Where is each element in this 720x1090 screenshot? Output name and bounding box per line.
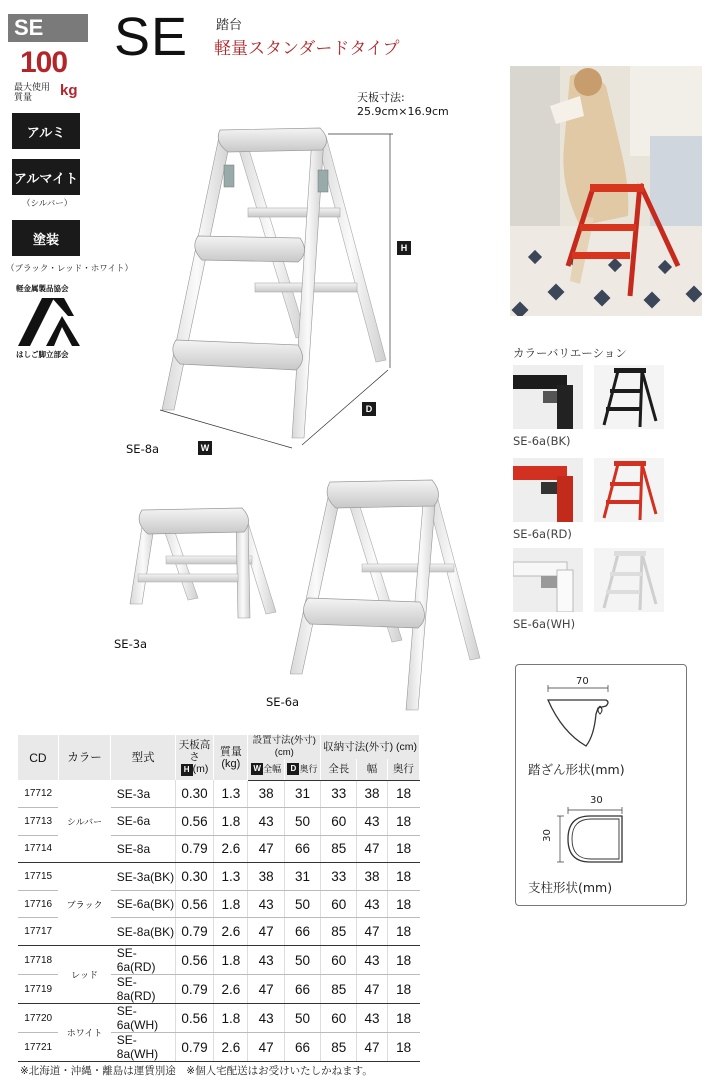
- cell-model: SE-6a: [111, 808, 176, 836]
- cell-value: 18: [387, 890, 419, 918]
- cell-cd: 17716: [18, 890, 58, 918]
- cell-model: SE-8a(RD): [111, 975, 176, 1004]
- cell-value: 2.6: [214, 975, 248, 1004]
- cell-value: 85: [321, 1033, 357, 1062]
- cell-value: 60: [321, 946, 357, 975]
- cell-value: 18: [387, 1033, 419, 1062]
- cell-value: 43: [357, 946, 387, 975]
- cell-value: 2.6: [214, 918, 248, 946]
- col-storage: 収納寸法(外寸) (cm): [321, 735, 420, 759]
- step-profile-caption: 踏ざん形状(mm): [528, 762, 625, 777]
- height-icon: H: [181, 764, 193, 776]
- spec-table: [18, 735, 420, 1062]
- cell-value: 38: [248, 780, 284, 808]
- cell-value: 43: [357, 808, 387, 836]
- cell-value: 0.79: [175, 1033, 213, 1062]
- cell-value: 18: [387, 835, 419, 863]
- cell-model: SE-8a(BK): [111, 918, 176, 946]
- cell-value: 18: [387, 780, 419, 808]
- width-tag: W: [198, 441, 212, 455]
- col-weight: 質量 (kg): [214, 735, 248, 780]
- col-storage-w: 幅: [357, 759, 387, 780]
- cell-value: 85: [321, 975, 357, 1004]
- cell-cd: 17720: [18, 1004, 58, 1033]
- cell-value: 0.56: [175, 1004, 213, 1033]
- cell-value: 47: [248, 835, 284, 863]
- category-label: 踏台: [216, 18, 243, 33]
- color-bk-ladder-image: [594, 365, 664, 429]
- cell-value: 50: [284, 890, 320, 918]
- height-tag: H: [397, 241, 411, 255]
- cell-cd: 17714: [18, 835, 58, 863]
- col-model: 型式: [111, 735, 176, 780]
- series-badge: SE: [8, 14, 88, 42]
- cell-value: 2.6: [214, 1033, 248, 1062]
- cell-model: SE-8a: [111, 835, 176, 863]
- col-storage-d: 奥行: [387, 759, 419, 780]
- color-variation-title: カラーバリエーション: [513, 346, 627, 360]
- step-profile-diagram: [540, 684, 620, 748]
- cell-value: 66: [284, 975, 320, 1004]
- cell-value: 0.79: [175, 975, 213, 1004]
- color-bk-label: SE-6a(BK): [513, 434, 571, 448]
- table-row: [18, 1004, 420, 1033]
- cell-value: 43: [357, 1004, 387, 1033]
- cell-value: 43: [248, 808, 284, 836]
- step-profile-width: 70: [576, 676, 589, 687]
- cell-value: 47: [357, 975, 387, 1004]
- color-rd-detail-image: [513, 458, 583, 522]
- cell-value: 47: [248, 975, 284, 1004]
- cell-value: 18: [387, 946, 419, 975]
- cell-value: 0.79: [175, 835, 213, 863]
- cell-value: 31: [284, 780, 320, 808]
- cell-value: 1.8: [214, 890, 248, 918]
- cell-color: ブラック: [58, 863, 110, 946]
- cell-value: 50: [284, 808, 320, 836]
- model-label-se3a: SE-3a: [114, 637, 148, 651]
- cell-value: 66: [284, 1033, 320, 1062]
- cell-color: レッド: [58, 946, 110, 1004]
- color-rd-ladder-image: [594, 458, 664, 522]
- cell-value: 1.3: [214, 780, 248, 808]
- cell-value: 66: [284, 918, 320, 946]
- post-profile-diagram: [556, 806, 636, 866]
- cell-value: 43: [248, 946, 284, 975]
- cell-value: 47: [248, 918, 284, 946]
- cell-value: 33: [321, 780, 357, 808]
- spec-table-body: [18, 780, 420, 1062]
- post-profile-caption: 支柱形状(mm): [528, 880, 613, 895]
- cell-value: 1.3: [214, 863, 248, 891]
- depth-tag: D: [362, 402, 376, 416]
- ladder-se6a-illustration: [290, 470, 490, 714]
- material-aluminum: アルミ: [12, 113, 80, 149]
- cell-value: 18: [387, 975, 419, 1004]
- cell-value: 47: [248, 1033, 284, 1062]
- post-profile-height: 30: [541, 829, 553, 842]
- usage-photo: [510, 66, 702, 316]
- color-rd-label: SE-6a(RD): [513, 527, 572, 541]
- material-painted-sub: （ブラック・レッド・ホワイト）: [6, 264, 133, 274]
- cell-value: 0.79: [175, 918, 213, 946]
- col-install-w: W 全幅: [248, 759, 284, 780]
- cell-value: 60: [321, 808, 357, 836]
- cell-value: 50: [284, 1004, 320, 1033]
- cell-model: SE-3a: [111, 780, 176, 808]
- cell-value: 47: [357, 918, 387, 946]
- cell-model: SE-6a(BK): [111, 890, 176, 918]
- material-alumite: アルマイト: [12, 159, 80, 195]
- col-install: 設置寸法(外寸)(cm): [248, 735, 321, 759]
- product-subtitle: 軽量スタンダードタイプ: [214, 39, 400, 59]
- cell-value: 18: [387, 918, 419, 946]
- col-color: カラー: [58, 735, 110, 780]
- cell-value: 85: [321, 918, 357, 946]
- cell-value: 66: [284, 835, 320, 863]
- cell-value: 43: [357, 890, 387, 918]
- cell-value: 1.8: [214, 946, 248, 975]
- cell-value: 60: [321, 1004, 357, 1033]
- cell-value: 43: [248, 890, 284, 918]
- cell-cd: 17717: [18, 918, 58, 946]
- material-alumite-sub: （シルバー）: [22, 199, 73, 209]
- color-bk-detail-image: [513, 365, 583, 429]
- cell-value: 0.56: [175, 890, 213, 918]
- cell-color: ホワイト: [58, 1004, 110, 1062]
- col-storage-len: 全長: [321, 759, 357, 780]
- cell-value: 38: [248, 863, 284, 891]
- cell-model: SE-6a(RD): [111, 946, 176, 975]
- cell-value: 0.56: [175, 808, 213, 836]
- cell-value: 1.8: [214, 808, 248, 836]
- max-weight-value: 100: [20, 46, 68, 79]
- page-title: SE: [114, 7, 189, 67]
- cell-cd: 17718: [18, 946, 58, 975]
- cell-value: 85: [321, 835, 357, 863]
- cell-cd: 17719: [18, 975, 58, 1004]
- association-logo: [16, 294, 82, 348]
- cell-cd: 17713: [18, 808, 58, 836]
- cell-value: 60: [321, 890, 357, 918]
- ladder-se3a-illustration: [126, 500, 282, 622]
- table-row: [18, 863, 420, 891]
- cell-value: 50: [284, 946, 320, 975]
- top-plate-dimension: 天板寸法: 25.9cm×16.9cm: [357, 91, 449, 118]
- cell-value: 33: [321, 863, 357, 891]
- cell-value: 18: [387, 1004, 419, 1033]
- association-division: はしご脚立部会: [16, 350, 69, 359]
- max-weight-label: 最大使用 質量: [14, 83, 51, 103]
- association-name: 軽金属製品協会: [16, 284, 69, 293]
- color-wh-label: SE-6a(WH): [513, 617, 576, 631]
- model-label-se8a: SE-8a: [126, 442, 160, 456]
- cell-value: 31: [284, 863, 320, 891]
- table-row: [18, 946, 420, 975]
- cell-value: 0.56: [175, 946, 213, 975]
- material-painted: 塗装: [12, 220, 80, 256]
- cell-model: SE-3a(BK): [111, 863, 176, 891]
- cell-value: 2.6: [214, 835, 248, 863]
- max-weight-unit: kg: [60, 82, 78, 99]
- cell-cd: 17712: [18, 780, 58, 808]
- cell-value: 0.30: [175, 863, 213, 891]
- cell-cd: 17715: [18, 863, 58, 891]
- cell-value: 47: [357, 835, 387, 863]
- cell-color: シルバー: [58, 780, 110, 863]
- post-profile-width: 30: [590, 795, 603, 806]
- col-install-d: D 奥行: [284, 759, 320, 780]
- cell-value: 43: [248, 1004, 284, 1033]
- col-top-height: 天板高さ H (m): [175, 735, 213, 780]
- footnote: ※北海道・沖縄・離島は運賃別途 ※個人宅配送はお受けいたしかねます。: [20, 1065, 373, 1077]
- model-label-se6a: SE-6a: [266, 695, 300, 709]
- cell-value: 1.8: [214, 1004, 248, 1033]
- table-row: [18, 780, 420, 808]
- cell-model: SE-8a(WH): [111, 1033, 176, 1062]
- cell-value: 18: [387, 808, 419, 836]
- cell-model: SE-6a(WH): [111, 1004, 176, 1033]
- cell-value: 0.30: [175, 780, 213, 808]
- cell-value: 38: [357, 780, 387, 808]
- color-wh-detail-image: [513, 548, 583, 612]
- cell-value: 18: [387, 863, 419, 891]
- cell-value: 38: [357, 863, 387, 891]
- col-cd: CD: [18, 735, 58, 780]
- cell-cd: 17721: [18, 1033, 58, 1062]
- color-wh-ladder-image: [594, 548, 664, 612]
- cell-value: 47: [357, 1033, 387, 1062]
